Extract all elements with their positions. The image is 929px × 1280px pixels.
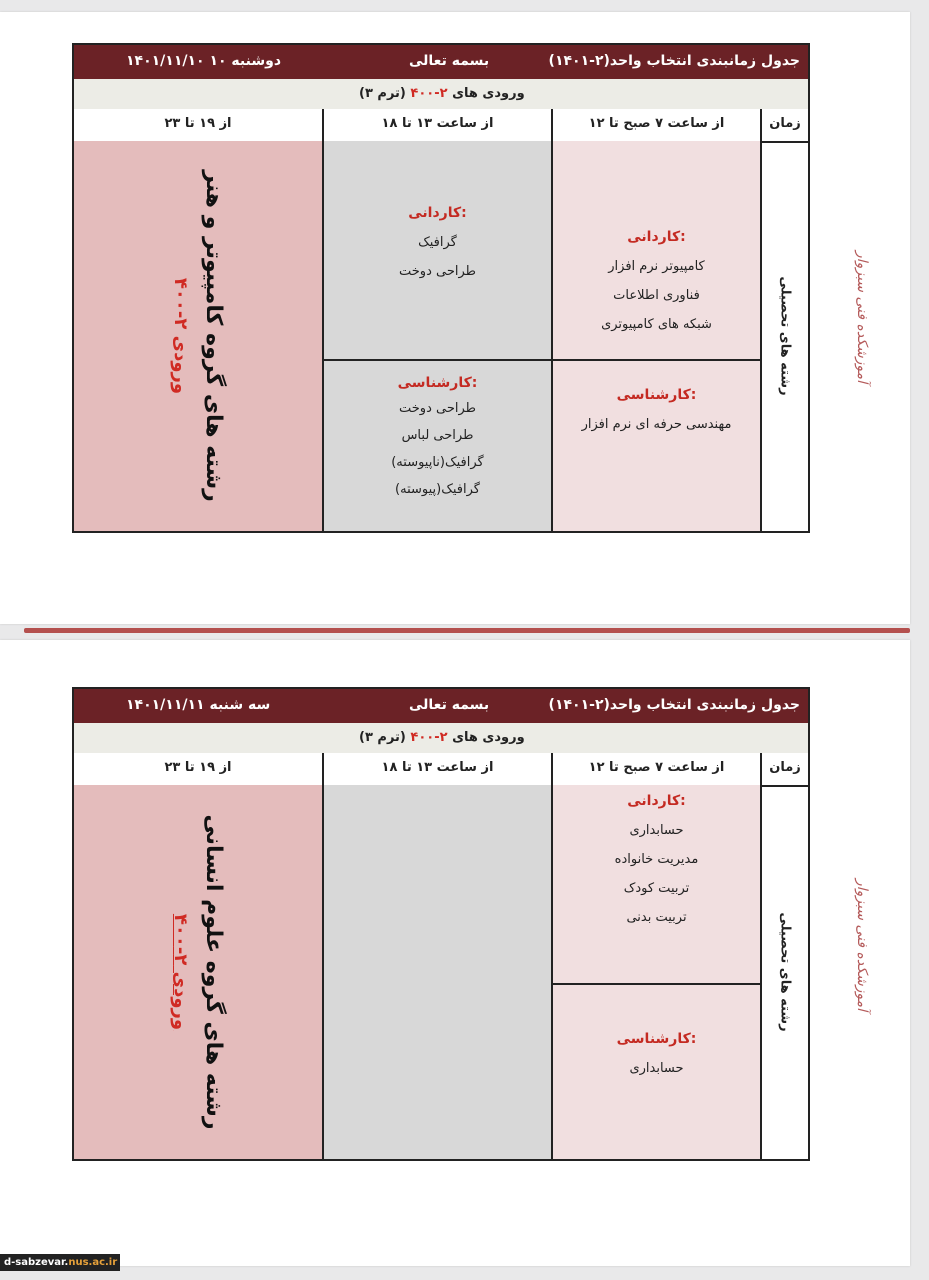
kardani-heading: کاردانی:	[627, 229, 686, 245]
karshenasi-heading: کارشناسی:	[397, 375, 478, 391]
entry-code: ۲-۴۰۰	[410, 86, 448, 101]
group-name: رشته های گروه علوم انسانی	[201, 814, 226, 1130]
entry-row	[74, 723, 808, 755]
row-label: رشته های تحصیلی	[777, 912, 793, 1032]
schedule-page-1	[0, 12, 910, 624]
list-item: طراحی دوخت	[398, 264, 476, 279]
slot-morning: از ساعت ۷ صبح تا ۱۲	[588, 760, 725, 775]
kardani-heading: کاردانی:	[408, 205, 467, 221]
group-entry: ورودی ۲-۴۰۰	[170, 277, 191, 395]
list-item: شبکه های کامپیوتری	[601, 317, 712, 332]
time-row	[74, 753, 808, 787]
slot-afternoon: از ساعت ۱۳ تا ۱۸	[381, 760, 494, 775]
schedule-page-2	[0, 640, 910, 1266]
afternoon-cell-empty	[324, 785, 551, 1159]
list-item: مدیریت خانواده	[614, 852, 699, 867]
site-url-badge	[0, 1254, 120, 1271]
karshenasi-heading: کارشناسی:	[616, 1031, 697, 1047]
list-item: تربیت کودک	[623, 881, 690, 896]
schedule-date: دوشنبه ۱۰ ۱۴۰۱/۱۱/۱۰	[126, 53, 282, 69]
entry-term: (ترم ۳)	[359, 730, 406, 745]
list-item: طراحی لباس	[401, 428, 474, 443]
slot-afternoon: از ساعت ۱۳ تا ۱۸	[381, 116, 494, 131]
basmala: بسمه تعالی	[409, 53, 490, 69]
list-item: طراحی دوخت	[398, 401, 476, 416]
table-title: جدول زمانبندی انتخاب واحد(۲-۱۴۰۱)	[548, 697, 800, 713]
list-item: مهندسی حرفه ای نرم افزار	[581, 417, 732, 432]
morning-kardani-cell	[553, 785, 760, 983]
time-label: زمان	[769, 760, 801, 775]
row-label: رشته های تحصیلی	[777, 276, 793, 396]
list-item: کامپیوتر نرم افزار	[608, 259, 705, 274]
entry-code: ۲-۴۰۰	[410, 730, 448, 745]
afternoon-kardani-cell	[324, 141, 551, 359]
slot-evening: از ۱۹ تا ۲۳	[164, 760, 232, 775]
slot-morning: از ساعت ۷ صبح تا ۱۲	[588, 116, 725, 131]
entry-prefix: ورودی های	[452, 730, 525, 745]
site-url-accent: nus.ac.ir	[68, 1257, 118, 1268]
afternoon-karshenasi-cell	[324, 361, 551, 531]
table-title: جدول زمانبندی انتخاب واحد(۲-۱۴۰۱)	[548, 53, 800, 69]
kardani-heading: کاردانی:	[627, 793, 686, 809]
slot-evening: از ۱۹ تا ۲۳	[164, 116, 232, 131]
time-label: زمان	[769, 116, 801, 131]
group-name: رشته های گروه کامپیوتر و هنر	[201, 170, 226, 502]
schedule-table-2	[72, 687, 810, 1161]
entry-term: (ترم ۳)	[359, 86, 406, 101]
morning-karshenasi-cell	[553, 361, 760, 531]
table-header	[74, 45, 808, 81]
site-url-prefix: d-sabzevar.	[4, 1257, 69, 1268]
watermark-1: آموزشکده فنی سبزوار	[854, 250, 870, 384]
list-item: گرافیک(ناپیوسته)	[391, 455, 484, 470]
schedule-date: سه شنبه ۱۴۰۱/۱۱/۱۱	[126, 697, 271, 713]
entry-row	[74, 79, 808, 111]
watermark-2: آموزشکده فنی سبزوار	[854, 878, 870, 1012]
list-item: گرافیک(پیوسته)	[395, 482, 480, 497]
morning-karshenasi-cell	[553, 985, 760, 1159]
entry-prefix: ورودی های	[452, 86, 525, 101]
list-item: تربیت بدنی	[626, 910, 687, 925]
schedule-table-1	[72, 43, 810, 533]
list-item: گرافیک	[418, 235, 457, 250]
group-entry: ورودی ۲-۴۰۰	[170, 913, 191, 1031]
list-item: فناوری اطلاعات	[613, 288, 700, 303]
evening-cell	[74, 141, 322, 531]
basmala: بسمه تعالی	[409, 697, 490, 713]
time-row	[74, 109, 808, 143]
table-header	[74, 689, 808, 725]
page-divider	[24, 628, 910, 633]
list-item: حسابداری	[629, 823, 684, 838]
karshenasi-heading: کارشناسی:	[616, 387, 697, 403]
list-item: حسابداری	[629, 1061, 684, 1076]
morning-kardani-cell	[553, 141, 760, 359]
evening-cell	[74, 785, 322, 1159]
